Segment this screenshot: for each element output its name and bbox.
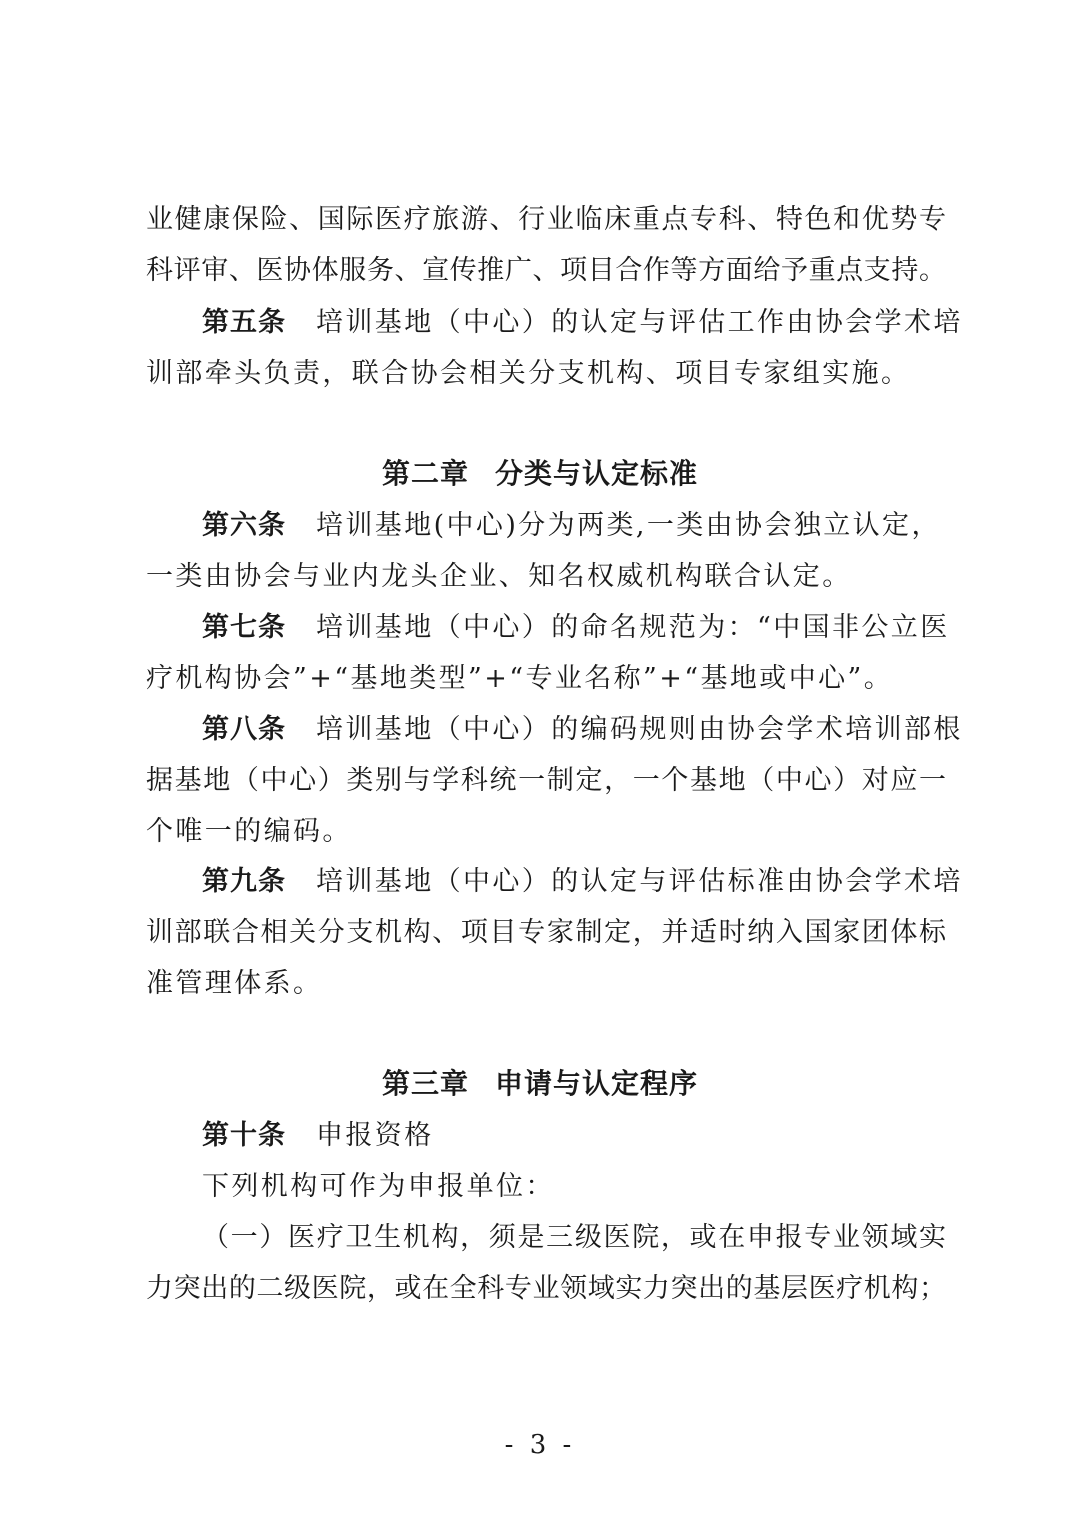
article-5-label: 第五条 (202, 307, 286, 338)
article-8-line (202, 714, 963, 745)
chapter-2-number: 第二章 (381, 457, 469, 490)
chapter-2-heading (0, 457, 1080, 490)
article-9-label: 第九条 (202, 866, 286, 897)
article-9-text: 培训基地（中心）的认定与评估标准由协会学术培 (316, 866, 963, 897)
article-8-label: 第八条 (202, 714, 286, 745)
article-9-line (202, 866, 963, 897)
article-10-text: 申报资格 (316, 1120, 434, 1151)
paragraph-line: 训部牵头负责，联合协会相关分支机构、项目专家组实施。 (146, 358, 911, 389)
paragraph-line: 科评审、医协体服务、宣传推广、项目合作等方面给予重点支持。 (146, 255, 946, 286)
article-8-text: 培训基地（中心）的编码规则由协会学术培训部根 (316, 714, 963, 745)
article-7-line (202, 612, 950, 643)
paragraph-line: 训部联合相关分支机构、项目专家制定，并适时纳入国家团体标 (146, 917, 946, 948)
paragraph-line: 疗机构协会”+“基地类型”+“专业名称”+“基地或中心”。 (146, 663, 894, 694)
paragraph-line: 个唯一的编码。 (146, 816, 352, 847)
article-6-label: 第六条 (202, 510, 286, 541)
article-7-label: 第七条 (202, 612, 286, 643)
paragraph-line: 力突出的二级医院，或在全科专业领域实力突出的基层医疗机构； (146, 1273, 946, 1304)
article-10-line (202, 1122, 946, 1149)
article-6-line (202, 512, 946, 539)
article-6-text: 培训基地(中心)分为两类,一类由协会独立认定， (316, 510, 941, 541)
chapter-3-title: 申请与认定程序 (495, 1067, 699, 1100)
article-10-label: 第十条 (202, 1120, 286, 1151)
article-5-text: 培训基地（中心）的认定与评估工作由协会学术培 (316, 307, 963, 338)
paragraph-line: 一类由协会与业内龙头企业、知名权威机构联合认定。 (146, 561, 852, 592)
article-7-text: 培训基地（中心）的命名规范为：“中国非公立医 (316, 612, 950, 643)
paragraph-line: 业健康保险、国际医疗旅游、行业临床重点专科、特色和优势专 (146, 204, 946, 235)
item-1-line: （一）医疗卫生机构，须是三级医院，或在申报专业领域实 (202, 1222, 946, 1253)
paragraph-line: 准管理体系。 (146, 968, 323, 999)
paragraph-line: 据基地（中心）类别与学科统一制定，一个基地（中心）对应一 (146, 765, 946, 796)
chapter-3-number: 第三章 (381, 1067, 469, 1100)
chapter-3-heading (0, 1067, 1080, 1100)
chapter-2-title: 分类与认定标准 (495, 457, 699, 490)
page-number: - 3 - (504, 1430, 576, 1460)
article-5-line (202, 307, 963, 338)
eligible-intro: 下列机构可作为申报单位： (202, 1171, 555, 1202)
